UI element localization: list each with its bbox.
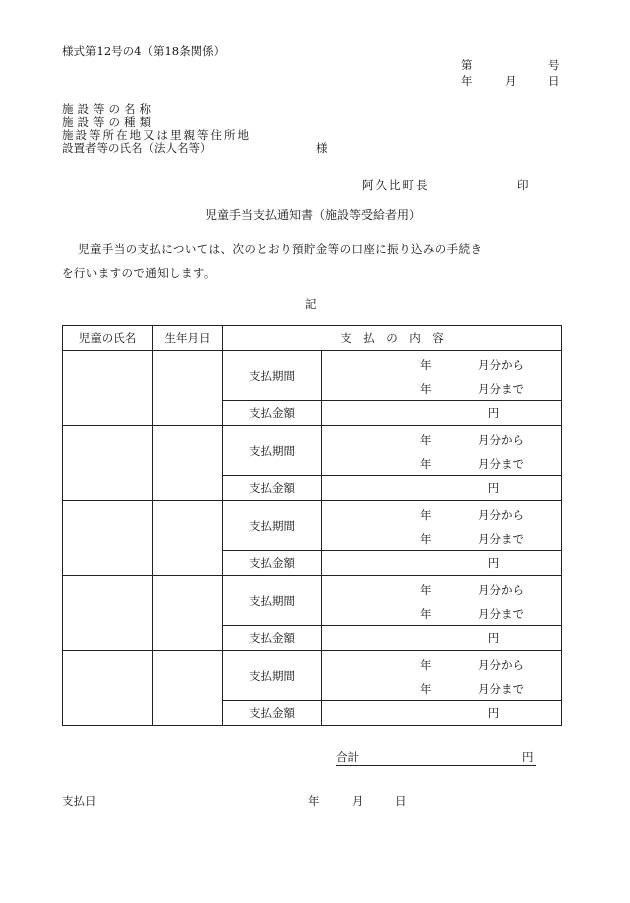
period-from-year: 年 <box>420 658 432 672</box>
number-prefix: 第 <box>461 58 473 72</box>
amount-label: 支払金額 <box>223 401 322 426</box>
owner-label: 設置者等の氏名（法人名等） <box>62 141 212 155</box>
period-from-month: 月分から <box>478 508 524 522</box>
period-label: 支払期間 <box>223 426 322 476</box>
period-to-month: 月分まで <box>478 682 524 696</box>
period-to-year: 年 <box>420 682 432 696</box>
header-payment-content: 支 払 の 内 容 <box>223 326 562 351</box>
facility-type-label: 施設等の種類 <box>62 115 155 129</box>
table-row <box>63 426 562 476</box>
ki-marker: 記 <box>305 297 317 311</box>
period-from-month: 月分から <box>478 433 524 447</box>
form-id: 様式第12号の4（第18条関係） <box>62 44 226 58</box>
amount-cell[interactable] <box>322 476 562 501</box>
period-to-month: 月分まで <box>478 457 524 471</box>
table-row <box>63 576 562 626</box>
period-label: 支払期間 <box>223 501 322 551</box>
period-label: 支払期間 <box>223 651 322 701</box>
honorific: 様 <box>316 141 328 155</box>
issue-month: 月 <box>505 74 517 88</box>
child-name-cell[interactable] <box>63 576 153 651</box>
number-suffix: 号 <box>548 58 560 72</box>
issue-year: 年 <box>461 74 473 88</box>
issuer-seal: 印 <box>517 178 529 192</box>
amount-yen: 円 <box>487 481 500 495</box>
table-row <box>63 651 562 701</box>
header-birthdate: 生年月日 <box>153 326 223 351</box>
amount-yen: 円 <box>487 406 500 420</box>
birthdate-cell[interactable] <box>153 576 223 651</box>
period-to-year: 年 <box>420 382 432 396</box>
payment-date-month: 月 <box>352 794 364 808</box>
period-label: 支払期間 <box>223 576 322 626</box>
amount-yen: 円 <box>487 631 500 645</box>
period-label: 支払期間 <box>223 351 322 401</box>
period-from-month: 月分から <box>478 658 524 672</box>
period-cell[interactable] <box>322 501 562 551</box>
total-yen: 円 <box>522 750 534 764</box>
birthdate-cell[interactable] <box>153 651 223 726</box>
period-from-year: 年 <box>420 358 432 372</box>
period-from-year: 年 <box>420 508 432 522</box>
document-title: 児童手当支払通知書（施設等受給者用） <box>205 208 422 222</box>
amount-label: 支払金額 <box>223 626 322 651</box>
table-row <box>63 351 562 401</box>
issue-day: 日 <box>548 74 560 88</box>
period-cell[interactable] <box>322 576 562 626</box>
child-name-cell[interactable] <box>63 651 153 726</box>
payment-date-label: 支払日 <box>62 794 97 808</box>
amount-yen: 円 <box>487 556 500 570</box>
birthdate-cell[interactable] <box>153 351 223 426</box>
header-child-name: 児童の氏名 <box>63 326 153 351</box>
period-to-month: 月分まで <box>478 607 524 621</box>
payment-date-year: 年 <box>308 794 320 808</box>
period-cell[interactable] <box>322 351 562 401</box>
period-cell[interactable] <box>322 651 562 701</box>
birthdate-cell[interactable] <box>153 426 223 501</box>
payment-table <box>62 325 562 726</box>
period-to-year: 年 <box>420 607 432 621</box>
period-from-month: 月分から <box>478 583 524 597</box>
total-label: 合計 <box>336 750 359 764</box>
amount-cell[interactable] <box>322 701 562 726</box>
period-to-year: 年 <box>420 532 432 546</box>
facility-address-label: 施設等所在地又は里親等住所地 <box>62 128 251 142</box>
child-name-cell[interactable] <box>63 351 153 426</box>
birthdate-cell[interactable] <box>153 501 223 576</box>
total-underline <box>336 765 536 766</box>
period-to-year: 年 <box>420 457 432 471</box>
period-from-year: 年 <box>420 583 432 597</box>
amount-label: 支払金額 <box>223 701 322 726</box>
period-cell[interactable] <box>322 426 562 476</box>
amount-label: 支払金額 <box>223 476 322 501</box>
body-line-1: 児童手当の支払については、次のとおり預貯金等の口座に振り込みの手続き <box>78 242 483 256</box>
amount-cell[interactable] <box>322 551 562 576</box>
child-name-cell[interactable] <box>63 501 153 576</box>
amount-label: 支払金額 <box>223 551 322 576</box>
period-from-year: 年 <box>420 433 432 447</box>
period-to-month: 月分まで <box>478 532 524 546</box>
facility-name-label: 施設等の名称 <box>62 102 155 116</box>
amount-cell[interactable] <box>322 626 562 651</box>
amount-yen: 円 <box>487 706 500 720</box>
child-name-cell[interactable] <box>63 426 153 501</box>
table-row <box>63 501 562 551</box>
amount-cell[interactable] <box>322 401 562 426</box>
body-line-2: を行いますので通知します。 <box>62 266 216 280</box>
table-header-row <box>63 326 562 351</box>
issuer-name: 阿久比町長 <box>362 178 430 192</box>
payment-date-day: 日 <box>395 794 407 808</box>
period-to-month: 月分まで <box>478 382 524 396</box>
period-from-month: 月分から <box>478 358 524 372</box>
